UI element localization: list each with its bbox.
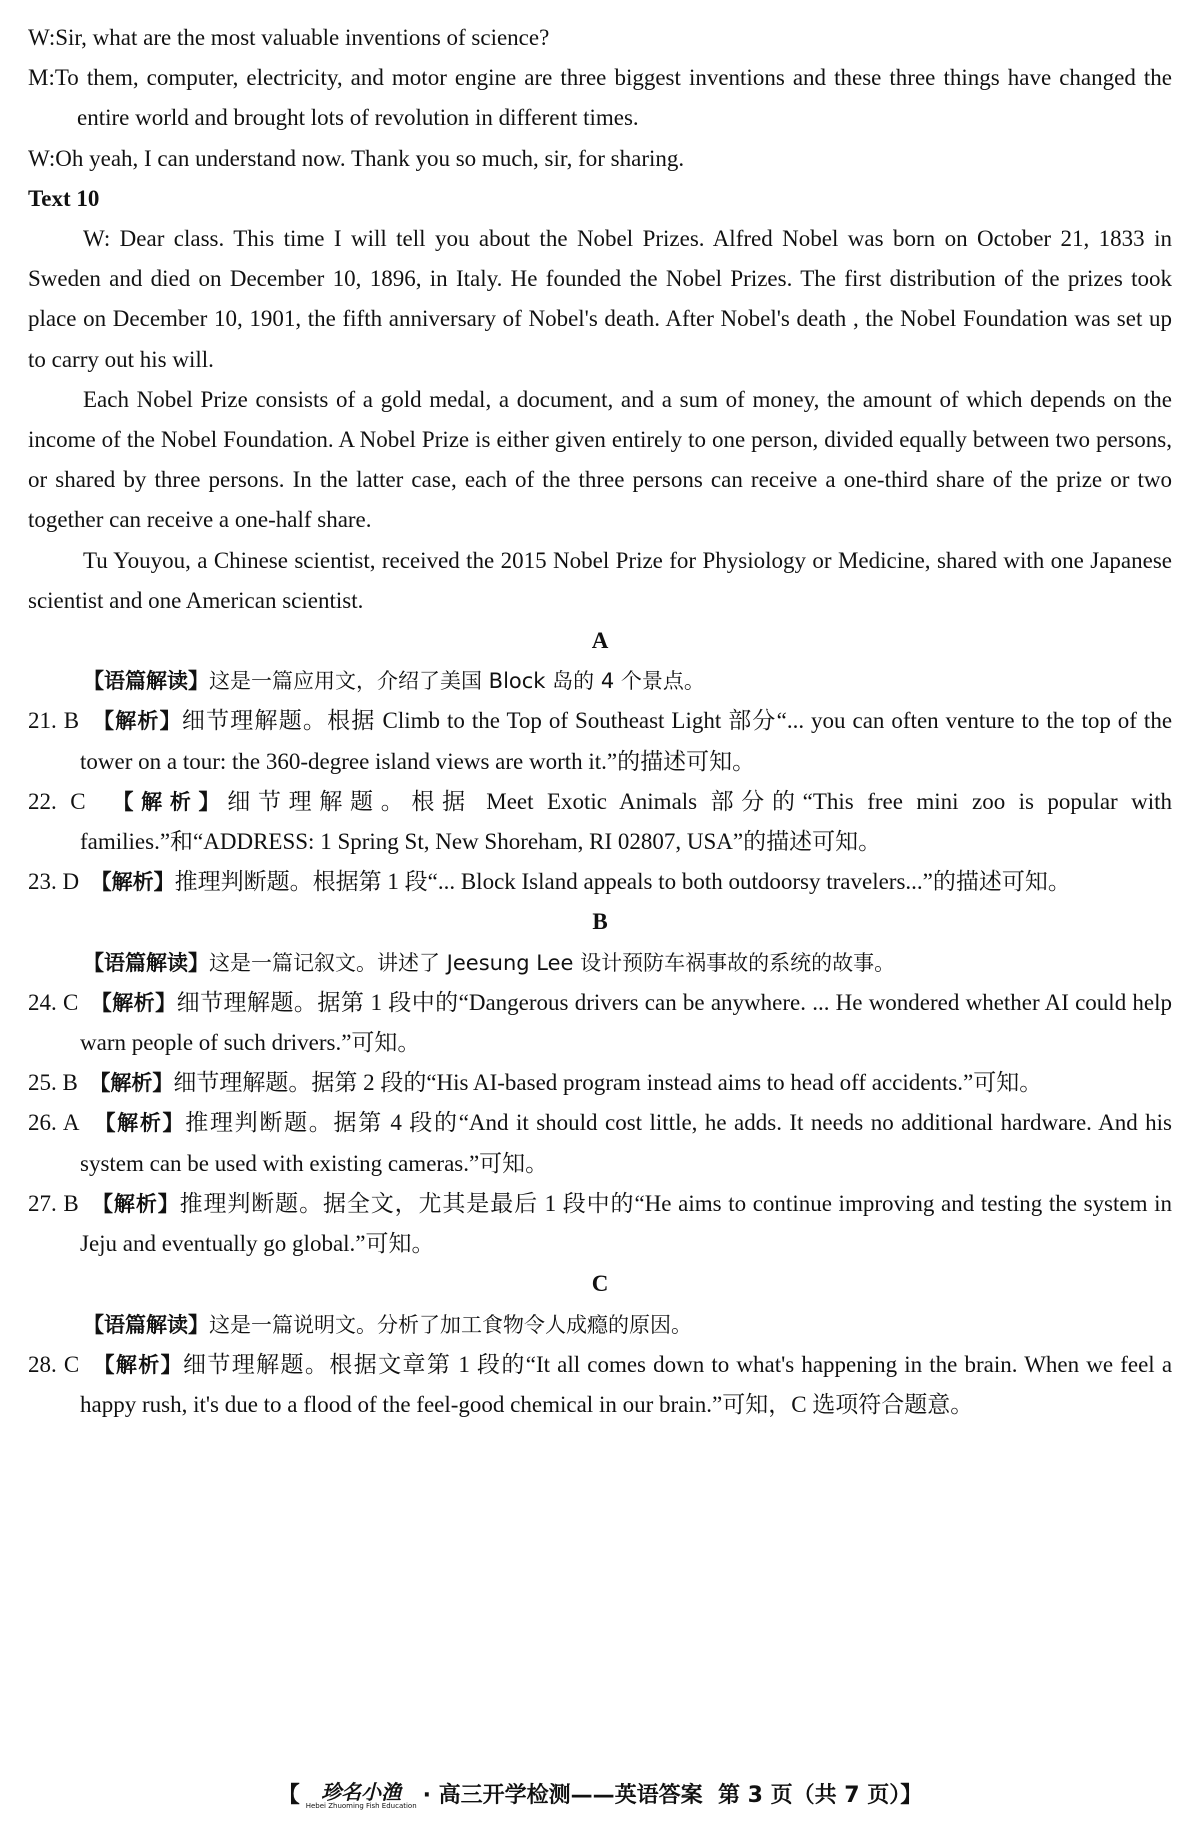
dialog-text: Oh yeah, I can understand now. Thank you so much, sir, for sharing.: [55, 145, 685, 171]
section-c-intro: [28, 1305, 1172, 1345]
answer-number: 22. C: [28, 788, 86, 814]
page-footer: [0, 1780, 1200, 1812]
footer-title: · 高三开学检测——英语答案: [422, 1783, 703, 1808]
text10-paragraph-3: Tu Youyou, a Chinese scientist, received the 2015 Nobel Prize for Physiology or Medicine, shared with one Japanese scientist and one American scientist.: [28, 547, 1172, 613]
footer-bracket-close: 】: [900, 1783, 923, 1808]
text10-paragraph-1: W: Dear class. This time I will tell you about the Nobel Prizes. Alfred Nobel was born on October 21, 1833 in Sweden and died on December 10, 1896, in Italy. He founded the Nobel Prizes. The first distribution of the prizes took place on December 10, 1901, the fifth anniversary of Nobel's death. After Nobel's death , the Nobel Foundation was set up to carry out his will.: [28, 226, 1172, 372]
analysis-tag: 【解析】: [94, 1111, 186, 1136]
analysis-text: 细节理解题。据第 1 段中的“Dangerous drivers can be anywhere. ... He wondered whether AI could help warn people of such drivers.”可知。: [80, 989, 1173, 1056]
intro-text: 这是一篇说明文。分析了加工食物令人成瘾的原因。: [209, 1312, 692, 1337]
analysis-text: 细节理解题。根据文章第 1 段的“It all comes down to what's happening in the brain. When we feel a happy rush, it's due to a flood of the feel-good chemical in our brain.”可知，C 选项符合题意。: [80, 1351, 1173, 1417]
speaker-label: W:: [28, 25, 56, 50]
analysis-text: 细节理解题。根据 Meet Exotic Animals 部分的“This free mini zoo is popular with families.”和“ADDRESS: 1 Spring St, New Shoreham, RI 02807, USA”的描述可知。: [80, 788, 1173, 855]
intro-tag: 【语篇解读】: [83, 950, 209, 975]
answer-number: 27. B: [28, 1190, 79, 1216]
analysis-tag: 【解析】: [93, 709, 182, 734]
answer-item: [28, 701, 1172, 781]
dialog-line-1: [28, 18, 1172, 58]
intro-tag: 【语篇解读】: [83, 669, 209, 694]
logo-english: Hebei Zhuoming Fish Education: [305, 1802, 417, 1810]
answer-item: [28, 1103, 1172, 1183]
dialog-line-2: [28, 58, 1172, 138]
section-a-heading: A: [591, 628, 609, 654]
intro-text: 这是一篇应用文，介绍了美国 Block 岛的 4 个景点。: [209, 669, 705, 694]
logo-chinese: 珍名小渔: [321, 1780, 402, 1804]
analysis-text: 推理判断题。根据第 1 段“... Block Island appeals to both outdoorsy travelers...”的描述可知。: [174, 869, 1071, 895]
analysis-tag: 【解析】: [112, 789, 228, 814]
section-b-intro: [28, 943, 1172, 983]
analysis-tag: 【解析】: [90, 870, 175, 895]
analysis-tag: 【解析】: [89, 1071, 174, 1096]
analysis-text: 推理判断题。据第 4 段的“And it should cost little, he adds. It needs no additional hardware. And his system can be used with existing cameras.”可知。: [80, 1110, 1172, 1176]
answer-number: 26. A: [28, 1110, 80, 1136]
answer-item: [28, 983, 1172, 1063]
answer-number: 25. B: [28, 1070, 78, 1096]
publisher-logo: [306, 1782, 417, 1810]
section-c-heading: C: [591, 1271, 609, 1297]
intro-text: 这是一篇记叙文。讲述了 Jeesung Lee 设计预防车祸事故的系统的故事。: [209, 950, 896, 975]
section-b-heading: B: [592, 909, 608, 935]
answer-number: 23. D: [28, 869, 80, 895]
intro-tag: 【语篇解读】: [83, 1312, 209, 1337]
answer-item: [28, 1184, 1172, 1264]
footer-bracket-open: 【: [277, 1783, 300, 1808]
analysis-text: 细节理解题。根据 Climb to the Top of Southeast Light 部分“... you can often venture to the top of the tower on a tour: the 360-degree island views are worth it.”的描述可知。: [80, 708, 1173, 774]
answer-item: [28, 1063, 1172, 1103]
answer-number: 28. C: [28, 1351, 80, 1377]
dialog-text: To them, computer, electricity, and motor engine are three biggest inventions and these three things have changed the entire world and brought lots of revolution in different times.: [54, 65, 1172, 131]
answer-item: [28, 1345, 1172, 1425]
answer-number: 24. C: [28, 989, 79, 1015]
analysis-text: 细节理解题。据第 2 段的“His AI-based program instead aims to head off accidents.”可知。: [173, 1070, 1043, 1096]
text10-paragraph-2: Each Nobel Prize consists of a gold medal, a document, and a sum of money, the amount of which depends on the income of the Nobel Foundation. A Nobel Prize is either given entirely to one person, divided equally between two persons, or shared by three persons. In the latter case, each of the three persons can receive a one-third share of the prize or two together can receive a one-half share.: [28, 386, 1172, 533]
dialog-line-3: [28, 139, 1172, 179]
speaker-label: M:: [28, 65, 55, 91]
analysis-tag: 【解析】: [90, 990, 177, 1015]
analysis-tag: 【解析】: [92, 1191, 180, 1216]
answer-item: [28, 782, 1172, 862]
speaker-label: W:: [28, 145, 56, 171]
dialog-text: Sir, what are the most valuable inventions of science?: [55, 25, 550, 50]
analysis-text: 推理判断题。据全文，尤其是最后 1 段中的“He aims to continue improving and testing the system in Jeju and eventually go global.”可知。: [80, 1190, 1173, 1257]
answer-number: 21. B: [28, 708, 80, 734]
text10-heading: Text 10: [28, 185, 100, 211]
analysis-tag: 【解析】: [93, 1352, 184, 1377]
footer-page-number: 第 3 页（共 7 页）: [718, 1783, 901, 1808]
section-a-intro: [28, 661, 1172, 701]
answer-item: [28, 862, 1172, 902]
